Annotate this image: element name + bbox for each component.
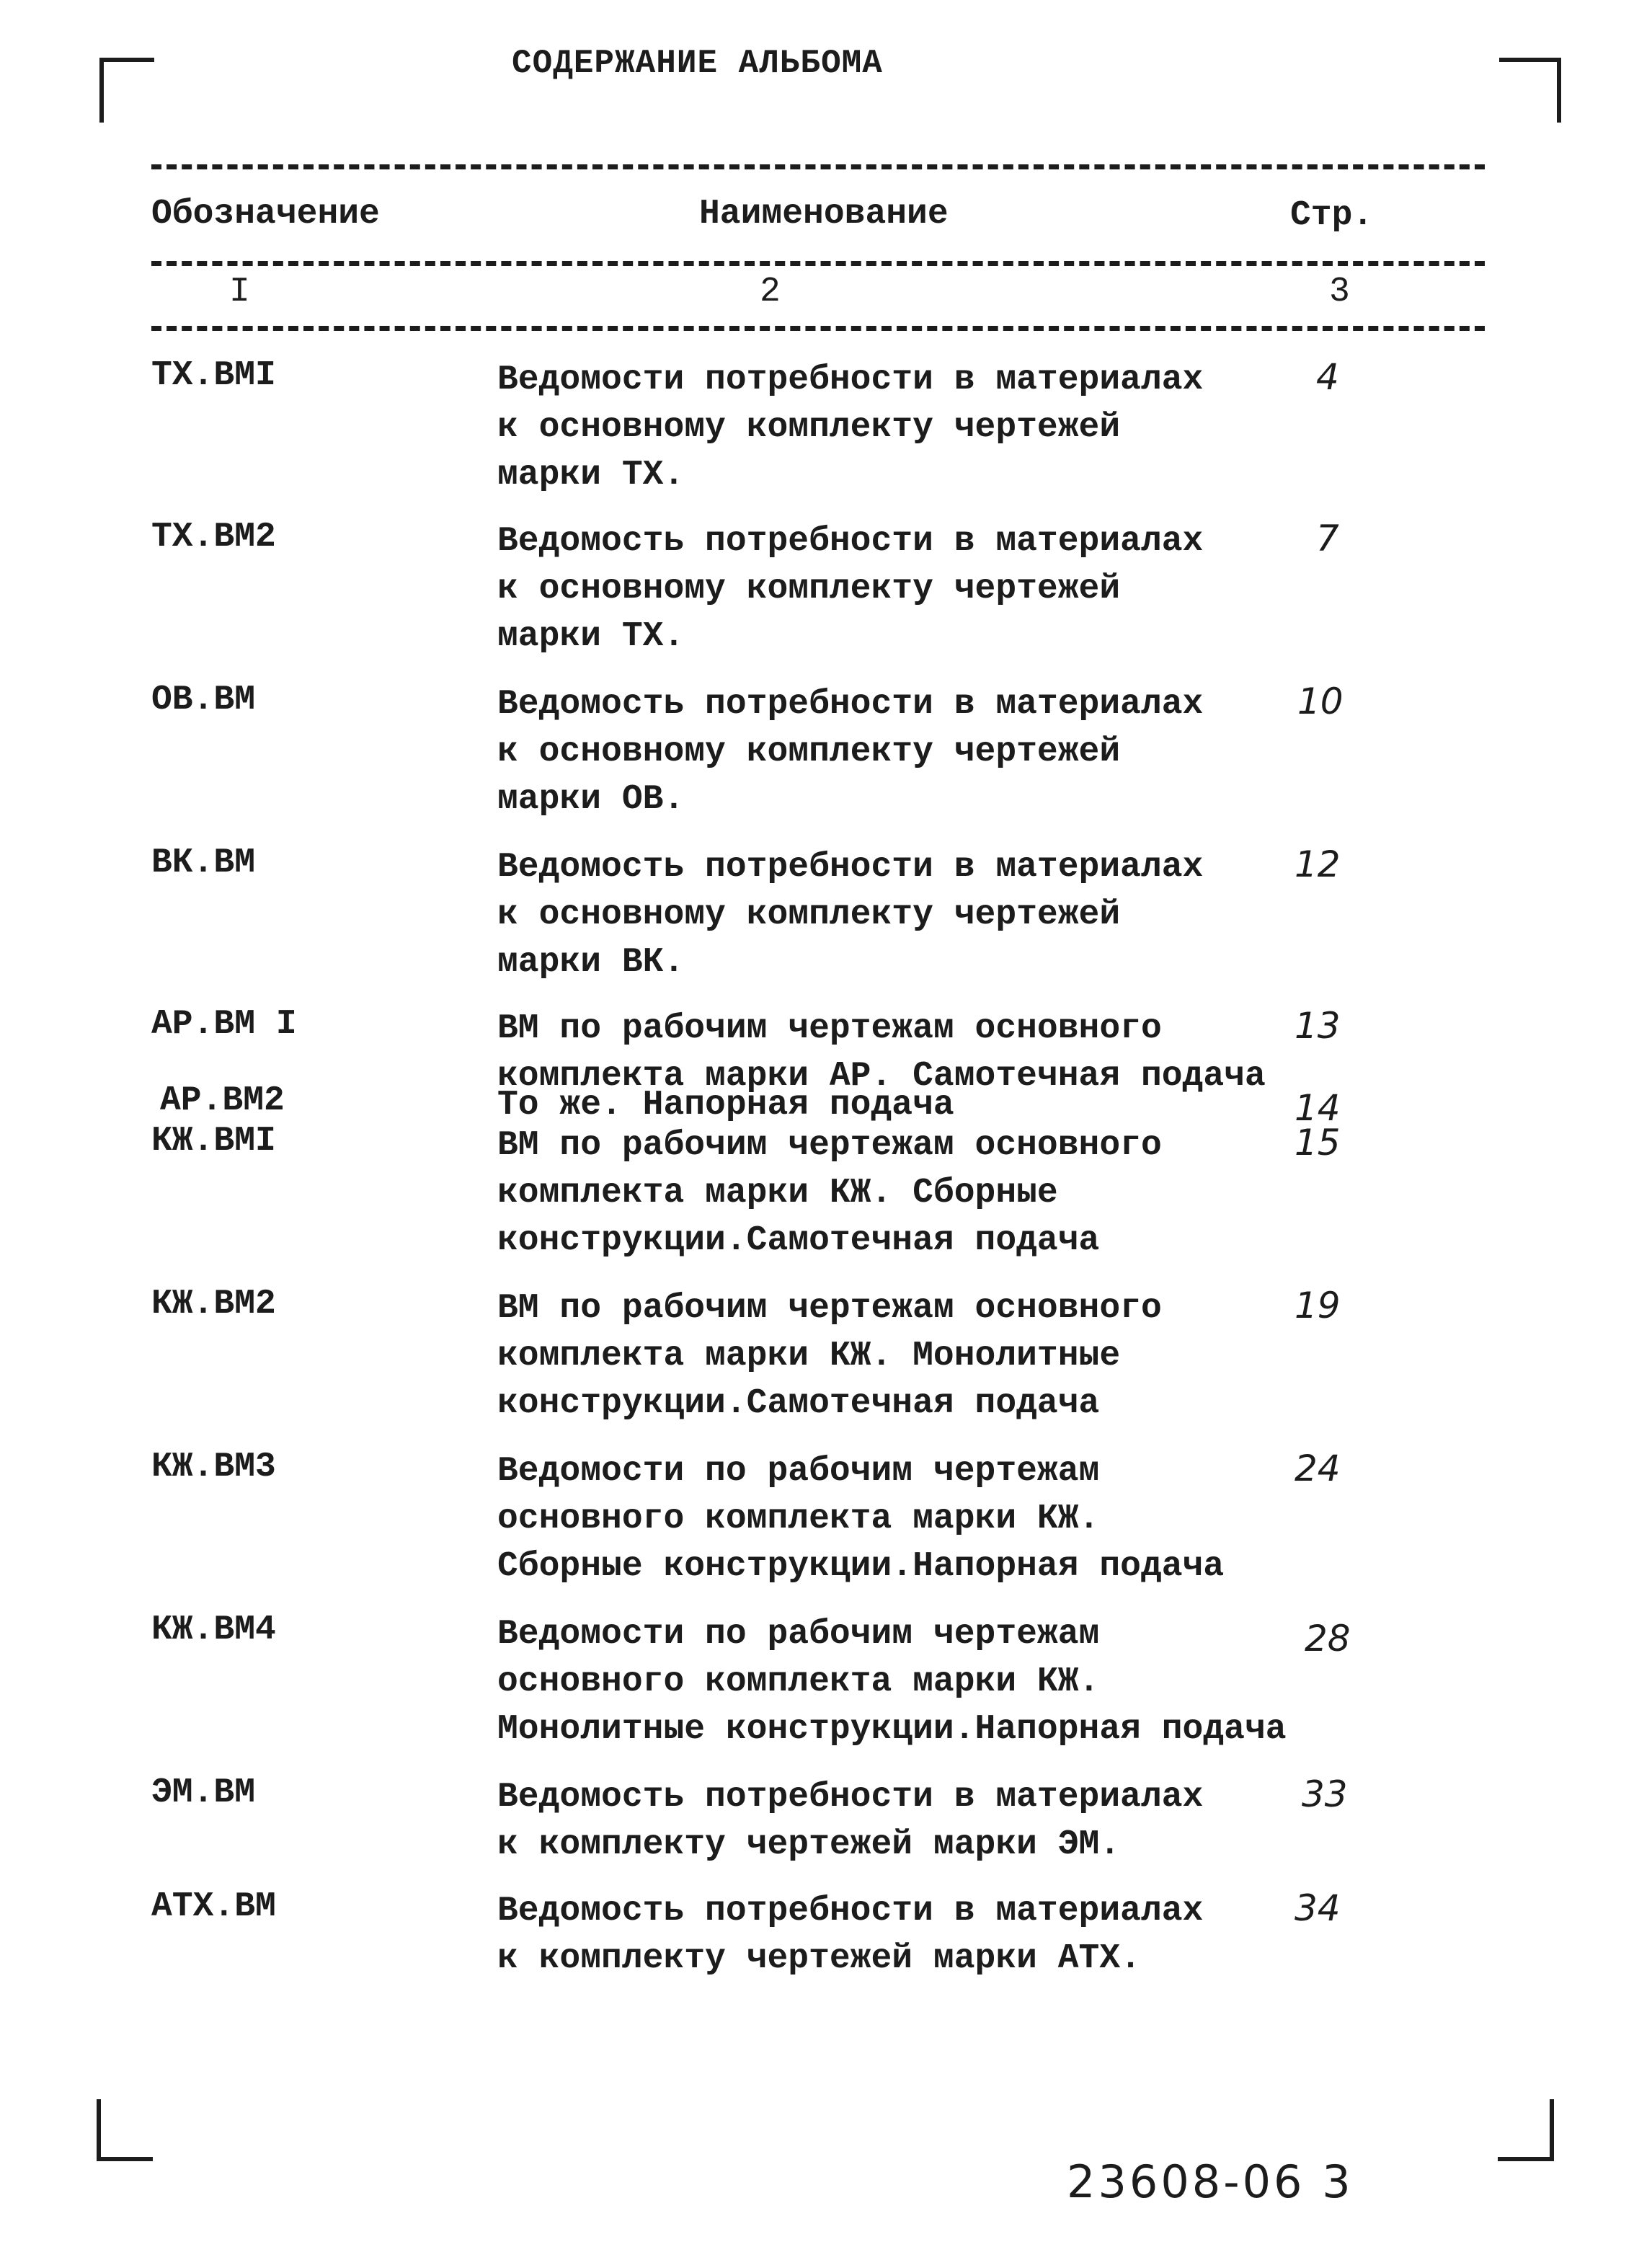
row-designation: АР.ВМ I [151,1005,297,1044]
corner-mark-top-right [1499,58,1561,123]
row-designation: КЖ.ВМ4 [151,1610,276,1649]
page-title: СОДЕРЖАНИЕ АЛЬБОМА [512,45,883,82]
row-title: Ведомость потребности в материалах к комплекту чертежей марки АТХ. [497,1892,1204,1978]
header-top-rule [151,164,1485,169]
row-page-number: 10 [1297,681,1344,722]
column-header-name: Наименование [699,195,949,234]
corner-mark-top-left [99,58,154,123]
column-number-2: 2 [760,272,781,311]
column-header-page: Стр. [1290,196,1374,235]
row-title: ВМ по рабочим чертежам основного комплекта марки КЖ. Сборные конструкции.Самотечная подача [497,1126,1162,1260]
row-page-number: 24 [1294,1448,1341,1489]
row-page-number: 15 [1294,1122,1341,1164]
row-page-number: 14 [1294,1087,1341,1129]
row-page-number: 12 [1294,843,1341,885]
row-title: Ведомость потребности в материалах к комплекту чертежей марки ЭМ. [497,1778,1204,1864]
row-designation: ВК.ВМ [151,843,256,882]
document-number: 23608-06 3 [1067,2155,1354,2208]
row-designation: КЖ.ВМ3 [151,1448,276,1486]
row-page-number: 13 [1294,1005,1341,1047]
row-designation: ТХ.ВМ2 [151,518,276,557]
corner-mark-bottom-right [1498,2099,1554,2161]
row-title: Ведомость потребности в материалах к основному комплекту чертежей марки ВК. [497,848,1204,982]
row-designation: ОВ.ВМ [151,681,256,719]
row-designation: АТХ.ВМ [151,1887,276,1926]
row-title: ВМ по рабочим чертежам основного комплекта марки КЖ. Монолитные конструкции.Самотечная подача [497,1289,1162,1423]
header-middle-rule [151,261,1485,266]
row-designation: КЖ.ВМ2 [151,1285,276,1324]
header-bottom-rule [151,326,1485,331]
row-page-number: 7 [1316,518,1339,559]
column-number-3: 3 [1329,272,1350,311]
row-page-number: 33 [1302,1773,1348,1815]
row-title: Ведомости потребности в материалах к основному комплекту чертежей марки ТХ. [497,360,1204,495]
row-page-number: 19 [1294,1285,1341,1326]
row-designation: ТХ.ВМI [151,356,276,395]
row-title: ВМ по рабочим чертежам основного комплекта марки АР. Самотечная подача [497,1009,1266,1096]
corner-mark-bottom-left [97,2099,153,2161]
row-designation: ЭМ.ВМ [151,1773,256,1812]
row-page-number: 28 [1305,1618,1351,1659]
row-designation: АР.ВМ2 [160,1081,285,1120]
row-page-number: 34 [1294,1887,1341,1929]
column-number-1: I [229,272,250,311]
row-title: То же. Напорная подача [497,1086,954,1125]
row-title: Ведомость потребности в материалах к основному комплекту чертежей марки ТХ. [497,522,1204,656]
row-page-number: 4 [1316,356,1339,398]
row-title: Ведомости по рабочим чертежам основного комплекта марки КЖ. Сборные конструкции.Напорная подача [497,1452,1225,1586]
row-designation: КЖ.ВМI [151,1122,276,1161]
row-title: Ведомости по рабочим чертежам основного комплекта марки КЖ. Монолитные конструкции.Напорная подача [497,1615,1287,1749]
column-header-designation: Обозначение [151,195,380,234]
row-title: Ведомость потребности в материалах к основному комплекту чертежей марки ОВ. [497,685,1204,819]
